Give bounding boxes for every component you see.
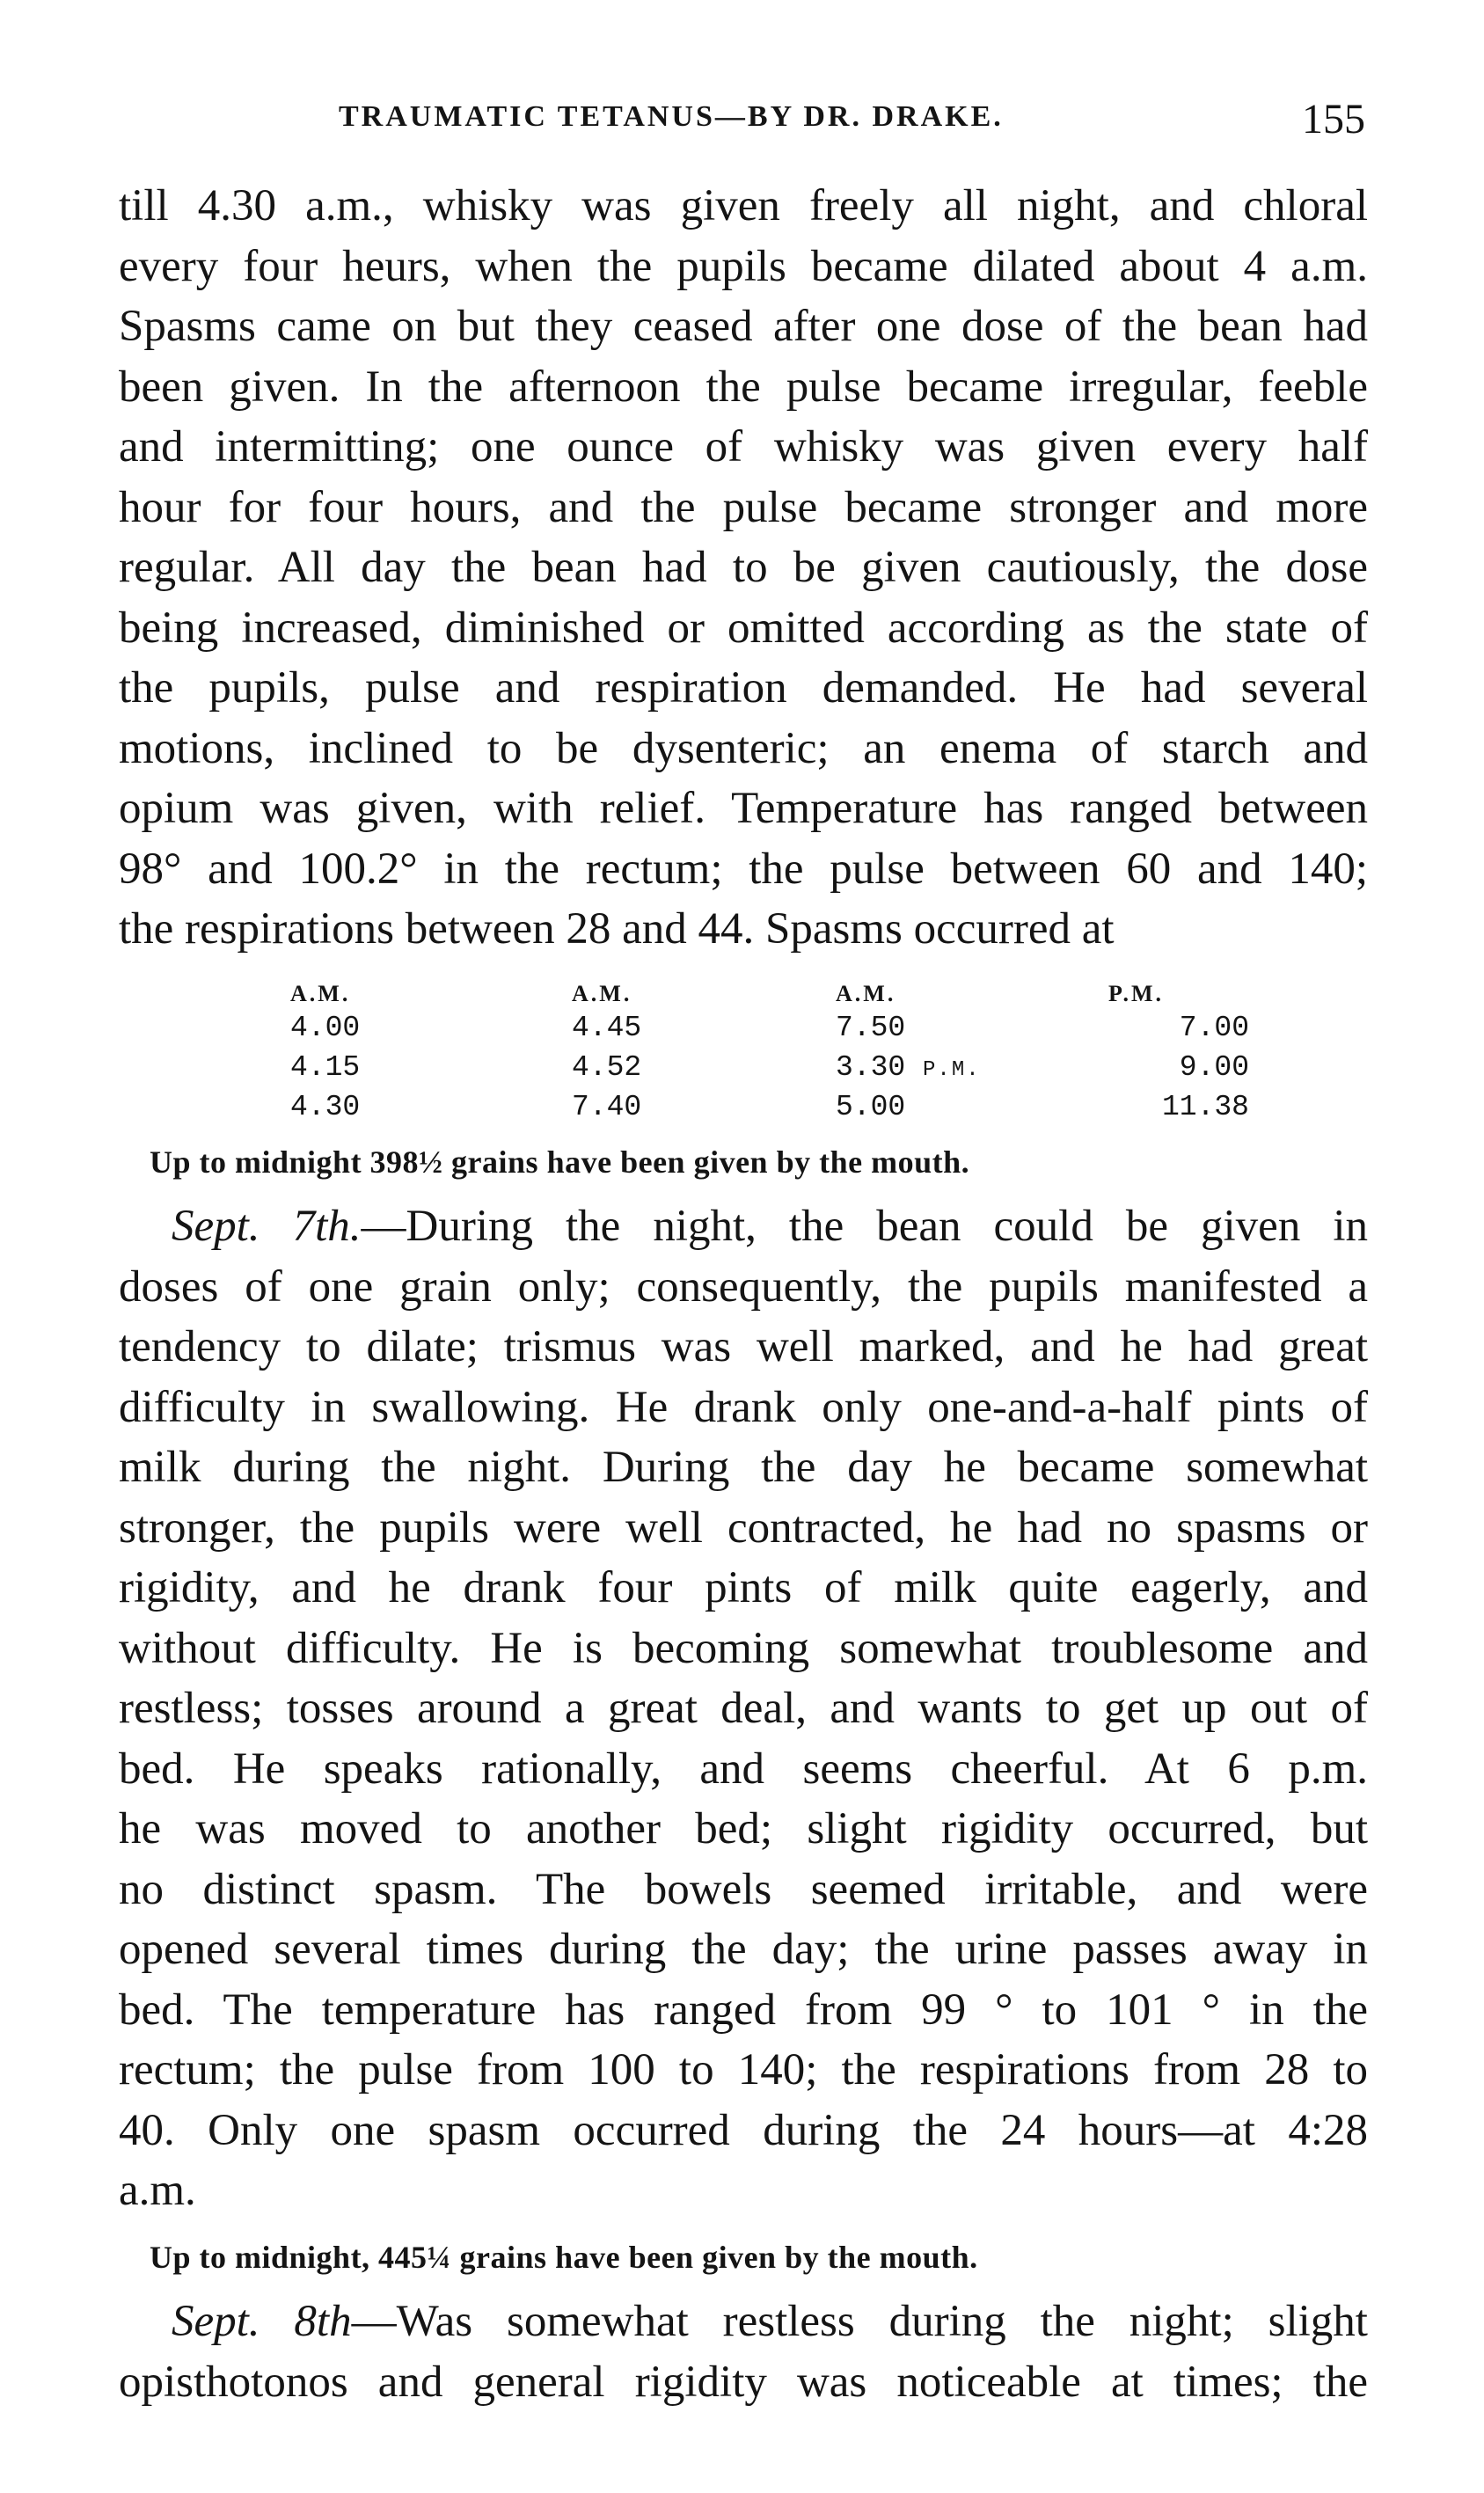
spasm-times-table [290,976,1249,1130]
text-line: been given. In the afternoon the pulse became irregular, feeble [119,362,1368,412]
table-cell: 4.30 [290,1091,361,1123]
table-row [290,1051,1249,1091]
table-row [290,1091,1249,1130]
text-line: doses of one grain only; consequently, the pupils manifested a [119,1261,1368,1312]
running-title: TRAUMATIC TETANUS—BY DR. DRAKE. [339,100,1004,133]
page-header [0,95,1484,148]
text-line: being increased, diminished or omitted according as the state of [119,603,1368,653]
table-cell: 7.40 [572,1091,642,1123]
column-header: A.M. [572,981,632,1006]
page-number: 155 [1302,96,1365,143]
text-line: milk during the night. During the day he became somewhat [119,1443,1368,1492]
text-line: regular. All day the bean had to be given cautiously, the dose [119,543,1368,592]
text-line: every four heurs, when the pupils became dilated about 4 a.m. [119,241,1368,291]
table-cell: 7.50 [836,1012,906,1044]
table-cell: 5.00 [836,1091,906,1123]
paragraph-1 [119,176,1368,960]
paragraph-2 [119,1196,1368,2221]
text-line: the pupils, pulse and respiration demanded. He had several [119,663,1368,713]
column-header: P.M. [1108,981,1165,1006]
text-line: and intermitting; one ounce of whisky was given every half [119,422,1368,472]
table-cell: 4.45 [572,1012,642,1044]
entry-date: Sept. 8th [172,2297,352,2346]
entry-date: Sept. 7th. [172,1202,362,1251]
text-line: motions, inclined to be dysenteric; an enema of starch and [119,723,1368,773]
table-cell: 9.00 [1179,1051,1249,1084]
text-line: stronger, the pupils were well contracted, he had no spasms or [119,1502,1368,1553]
text-line: hour for four hours, and the pulse became stronger and more [119,482,1368,532]
table-cell: 4.00 [290,1012,361,1044]
text-line: tendency to dilate; trismus was well marked, and he had great [119,1322,1368,1371]
text-line: restless; tosses around a great deal, and wants to get up out of [119,1684,1368,1733]
text-line: the respirations between 28 and 44. Spasms occurred at [119,904,1115,954]
text-line: he was moved to another bed; slight rigidity occurred, but [119,1804,1368,1853]
text-line: rigidity, and he drank four pints of milk quite eagerly, and [119,1563,1368,1612]
text-line: without difficulty. He is becoming somewhat troublesome and [119,1623,1368,1673]
column-header: A.M. [290,981,351,1006]
text-line: 98° and 100.2° in the rectum; the pulse between 60 and 140; [119,844,1368,894]
text-line: bed. He speaks rationally, and seems cheerful. At 6 p.m. [119,1744,1368,1794]
paragraph-3 [119,2292,1368,2412]
text-line: opium was given, with relief. Temperature has ranged between [119,784,1368,833]
text-line: a.m. [119,2166,196,2215]
text-line: rectum; the pulse from 100 to 140; the respirations from 28 to [119,2045,1368,2095]
text-line: Sept. 8th—Was somewhat restless during the night; slight [172,2297,1368,2346]
text-line: 40. Only one spasm occurred during the 24 hours—at 4:28 [119,2105,1368,2155]
table-cell: 7.00 [1179,1012,1249,1044]
table-cell: 11.38 [1161,1091,1249,1123]
table-header-row [290,976,1249,1012]
text-line: Spasms came on but they ceased after one dose of the bean had [119,302,1368,351]
table-cell: 4.15 [290,1051,361,1084]
table-row [290,1012,1249,1051]
text-line: opened several times during the day; the urine passes away in [119,1925,1368,1974]
text-line: opisthotonos and general rigidity was noticeable at times; the [119,2357,1368,2407]
dosage-note: Up to midnight 398½ grains have been given by the mouth. [150,1144,970,1180]
text-line: bed. The temperature has ranged from 99 ° to 101 ° in the [119,1985,1368,2035]
text-line: difficulty in swallowing. He drank only one-and-a-half pints of [119,1382,1368,1432]
table-cell: 4.52 [572,1051,642,1084]
text-line: Sept. 7th.—During the night, the bean could be given in [172,1202,1368,1251]
dosage-note: Up to midnight, 445¼ grains have been given by the mouth. [150,2240,978,2275]
text-line: till 4.30 a.m., whisky was given freely all night, and chloral [119,181,1368,230]
table-cell: 3.30 P.M. [836,1051,981,1084]
column-header: A.M. [836,981,896,1006]
text-line: no distinct spasm. The bowels seemed irritable, and were [119,1864,1368,1914]
